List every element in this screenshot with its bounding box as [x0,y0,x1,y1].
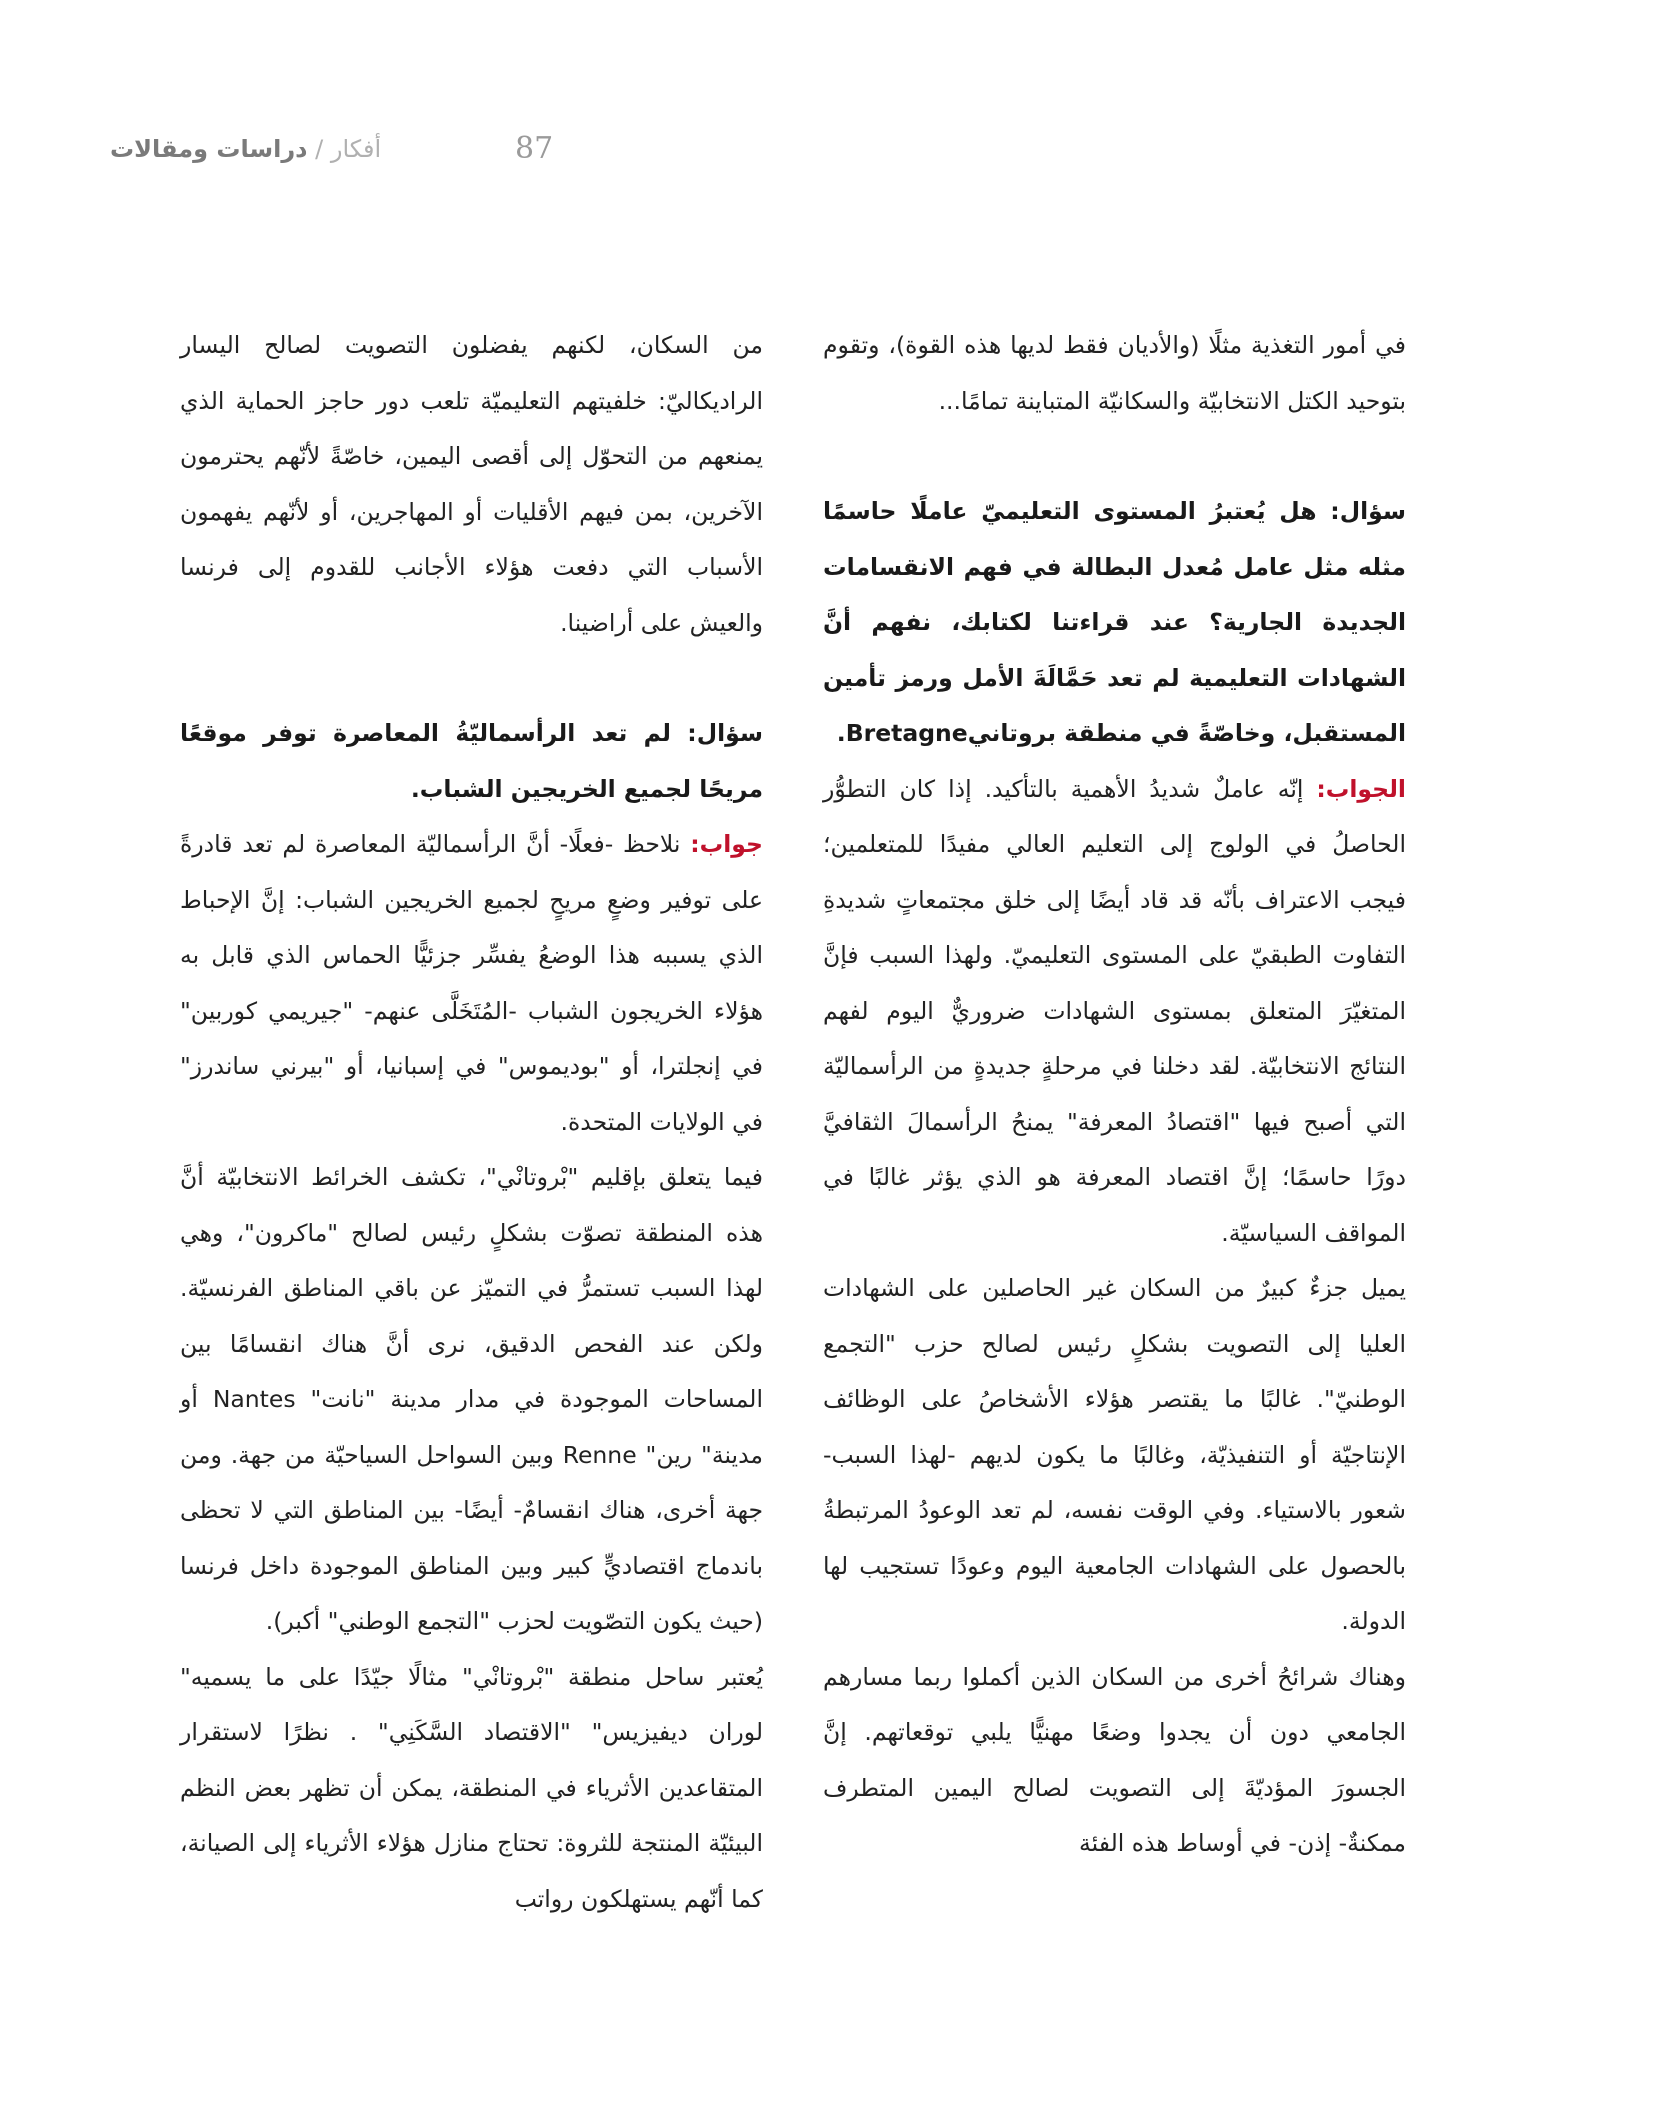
section-name: أفكار [330,135,382,163]
subsection-name: دراسات ومقالات [110,135,308,163]
page-number: 87 [515,131,554,166]
section-title [110,135,381,163]
paragraph: يُعتبر ساحل منطقة "بْروتانْي" مثالًا جيّدًا على ما يسميه" لوران ديفيزيس" "الاقتصاد السَّكَنِي" . نظرًا لاستقرار المتقاعدين الأثرياء في المنطقة، يمكن أن تظهر بعض النظم البيئيّة المنتجة للثروة: تحتاج منازل هؤلاء الأثرياء إلى الصيانة، كما أنّهم يستهلكون رواتب [180,1662,763,1913]
answer-paragraph [823,762,1406,1262]
right-column [823,318,1406,1872]
latin-term: Bretagne [845,719,968,747]
answer-label: الجواب: [1316,774,1406,803]
paragraph: في أمور التغذية مثلًا (والأديان فقط لديها هذه القوة)، وتقوم بتوحيد الكتل الانتخابيّة والسكانيّة المتباينة تمامًا... [823,331,1406,415]
paragraph: فيما يتعلق بإقليم "بْروتانْي"، تكشف الخرائط الانتخابيّة أنَّ هذه المنطقة تصوّت بشكلٍ رئيس لصالح "ماكرون"، وهي لهذا السبب تستمرُّ في التميّز عن باقي المناطق الفرنسيّة. ولكن عند الفحص الدقيق، نرى أنَّ هناك انقسامًا بين المساحات الموجودة في مدار مدينة "نانت" Nantes أو مدينة" رين" Renne وبين السواحل السياحيّة من جهة. ومن جهة أخرى، هناك انقسامٌ- أيضًا- بين المناطق التي لا تحظى باندماج اقتصاديٍّ كبير وبين المناطق الموجودة داخل فرنسا (حيث يكون التصّويت لحزب "التجمع الوطني" أكبر). [180,1163,763,1635]
left-column [180,318,763,1927]
paragraph: وهناك شرائحُ أخرى من السكان الذين أكملوا ربما مسارهم الجامعي دون أن يجدوا وضعًا مهنيًّا يلبي توقعاتهم. إنَّ الجسورَ المؤديّةَ إلى التصويت لصالح اليمين المتطرف ممكنةٌ- إذن- في أوساط هذه الفئة [823,1662,1406,1857]
question-text: سؤال: هل يُعتبرُ المستوى التعليميّ عاملًا حاسمًا مثله مثل عامل مُعدل البطالة في فهم الانقسامات الجديدة الجارية؟ عند قراءتنا لكتابك، نفهم أنَّ الشهادات التعليمية لم تعد حَمَّالَةَ الأمل ورمز تأمين المستقبل، وخاصّةً في منطقة بروتاني [823,497,1406,747]
section-separator: / [315,135,324,163]
paragraph: يميل جزءٌ كبيرٌ من السكان غير الحاصلين على الشهادات العليا إلى التصويت بشكلٍ رئيس لصالح حزب "التجمع الوطنيّ". غالبًا ما يقتصر هؤلاء الأشخاصُ على الوظائف الإنتاجيّة أو التنفيذيّة، وغالبًا ما يكون لديهم -لهذا السبب- شعور بالاستياء. وفي الوقت نفسه، لم تعد الوعودُ المرتبطةُ بالحصول على الشهادات الجامعية اليوم وعودًا تستجيب لها الدولة. [823,1274,1406,1635]
question-paragraph: سؤال: لم تعد الرأسماليّةُ المعاصرة توفر موقعًا مريحًا لجميع الخريجين الشباب. [180,719,763,803]
running-header [110,125,710,175]
paragraph: من السكان، لكنهم يفضلون التصويت لصالح اليسار الراديكاليّ: خلفيتهم التعليميّة تلعب دور حاجز الحماية الذي يمنعهم من التحوّل إلى أقصى اليمين، خاصّةً لأنّهم يحترمون الآخرين، بمن فيهم الأقليات أو المهاجرين، أو لأنّهم يفهمون الأسباب التي دفعت هؤلاء الأجانب للقدوم إلى فرنسا والعيش على أراضينا. [180,331,763,637]
question-paragraph: سؤال: هل يُعتبرُ المستوى التعليميّ عاملًا حاسمًا مثله مثل عامل مُعدل البطالة في فهم الانقسامات الجديدة الجارية؟ عند قراءتنا لكتابك، نفهم أنَّ الشهادات التعليمية لم تعد حَمَّالَةَ الأمل ورمز تأمين المستقبل، وخاصّةً في منطقة بروتانيBretagne. [823,497,1406,747]
answer-paragraph [180,817,763,1150]
answer-text: إنّه عاملٌ شديدُ الأهمية بالتأكيد. إذا كان التطوُّر الحاصلُ في الولوج إلى التعليم العالي مفيدًا للمتعلمين؛ فيجب الاعتراف بأنّه قد قاد أيضًا إلى خلق مجتمعاتٍ شديدةِ التفاوت الطبقيّ على المستوى التعليميّ. ولهذا السبب فإنَّ المتغيّرَ المتعلق بمستوى الشهادات ضروريٌّ اليوم لفهم النتائج الانتخابيّة. لقد دخلنا في مرحلةٍ جديدةٍ من الرأسماليّة التي أصبح فيها "اقتصادُ المعرفة" يمنحُ الرأسمالَ الثقافيَّ دورًا حاسمًا؛ إنَّ اقتصاد المعرفة هو الذي يؤثر غالبًا في المواقف السياسيّة. [823,774,1406,1247]
answer-text: نلاحظ -فعلًا- أنَّ الرأسماليّة المعاصرة لم تعد قادرةً على توفير وضعٍ مريحٍ لجميع الخريجين الشباب: إنَّ الإحباط الذي يسببه هذا الوضعُ يفسِّر جزئيًّا الحماس الذي قابل به هؤلاء الخريجون الشباب -المُتَخَلَّى عنهم- "جيريمي كوربين" في إنجلترا، أو "بوديموس" في إسبانيا، أو "بيرني ساندرز" في الولايات المتحدة. [180,830,763,1136]
answer-label: جواب: [690,830,763,858]
